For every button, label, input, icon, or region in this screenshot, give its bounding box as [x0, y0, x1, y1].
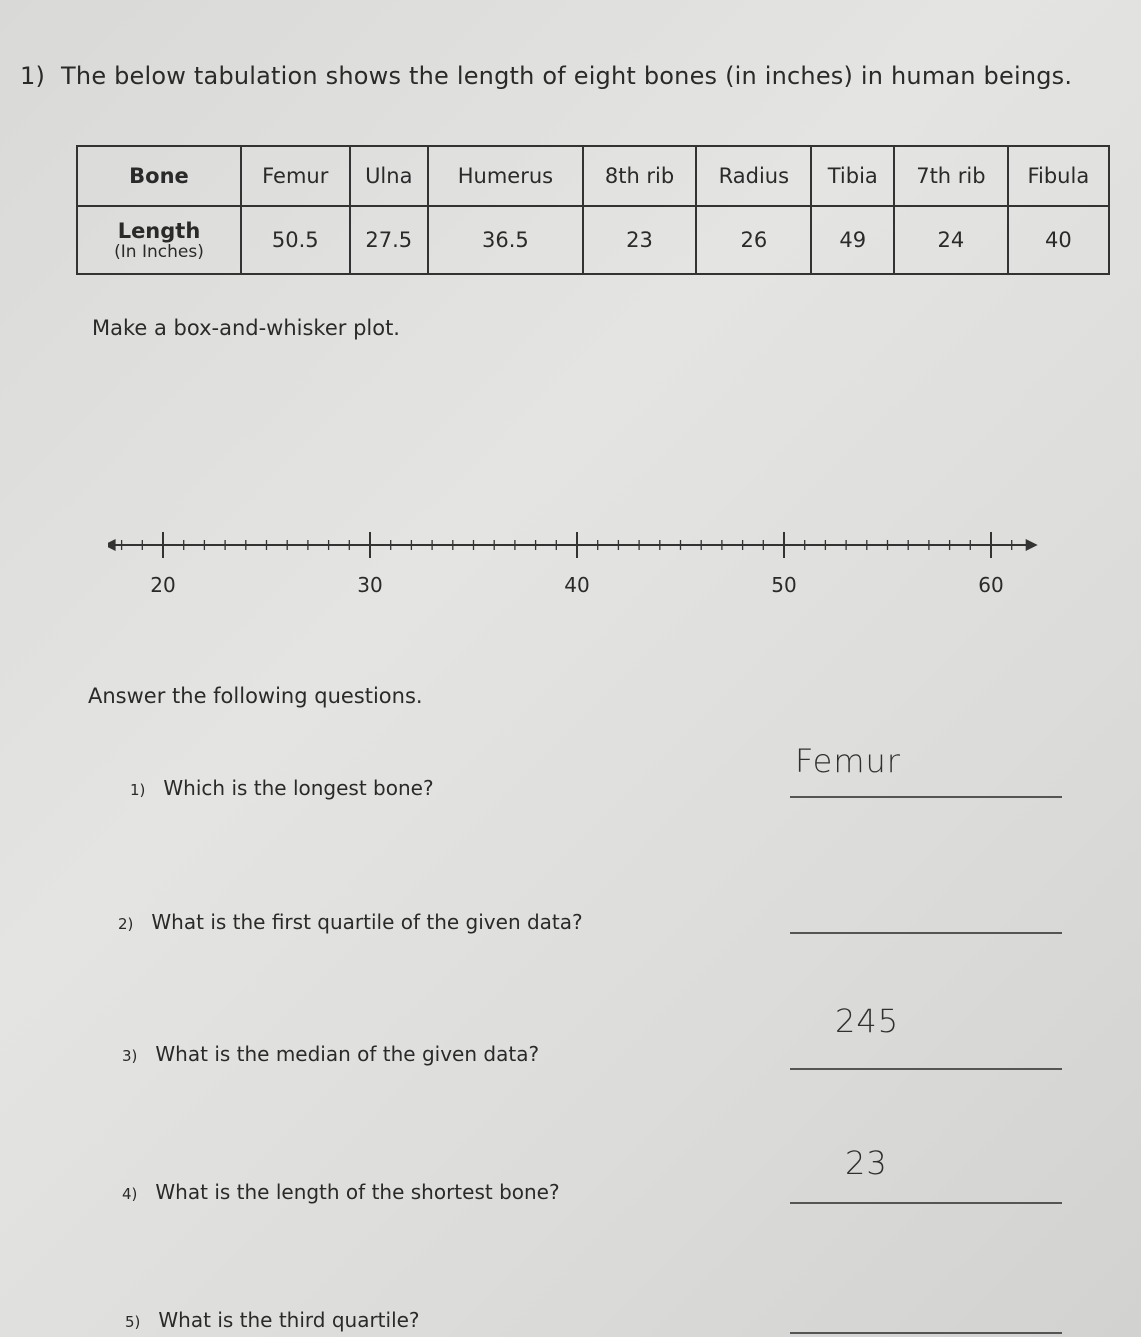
- question-item-5: [125, 1308, 420, 1332]
- answer-line: [790, 1202, 1062, 1204]
- table-cell-bone: Tibia: [811, 146, 894, 206]
- table-cell-bone: Humerus: [428, 146, 583, 206]
- table-row-label-bone: Bone: [77, 146, 241, 206]
- answer-line: [790, 1332, 1062, 1334]
- question-item-text: Which is the longest bone?: [163, 776, 434, 800]
- question-text: The below tabulation shows the length of eight bones (in inches) in human beings.: [61, 62, 1073, 90]
- question-item-text: What is the first quartile of the given data?: [151, 910, 583, 934]
- table-cell-bone: Femur: [241, 146, 350, 206]
- question-item-4: [122, 1180, 560, 1204]
- table-value-row: [77, 206, 1109, 274]
- number-line: [108, 530, 1048, 605]
- bone-length-table: [76, 145, 1110, 275]
- table-cell-bone: 8th rib: [583, 146, 696, 206]
- tick-label: 60: [978, 573, 1004, 597]
- answer-handwritten[interactable]: 245: [835, 1002, 900, 1040]
- question-item-number: 4): [122, 1185, 138, 1203]
- tick-label: 30: [357, 573, 383, 597]
- question-item-1: [130, 776, 434, 800]
- arrow-left-icon: [108, 539, 116, 551]
- question-item-number: 3): [122, 1047, 138, 1065]
- table-cell-length: 36.5: [428, 206, 583, 274]
- table-cell-length: 50.5: [241, 206, 350, 274]
- answer-line: [790, 796, 1062, 798]
- question-item-number: 2): [118, 915, 134, 933]
- table-cell-length: 49: [811, 206, 894, 274]
- tick-label: 20: [150, 573, 176, 597]
- answer-line: [790, 932, 1062, 934]
- table-cell-length: 27.5: [350, 206, 429, 274]
- table-cell-length: 40: [1008, 206, 1109, 274]
- instruction-text: Make a box-and-whisker plot.: [92, 316, 400, 340]
- answer-line: [790, 1068, 1062, 1070]
- question-item-text: What is the median of the given data?: [155, 1042, 540, 1066]
- question-item-3: [122, 1042, 539, 1066]
- table-cell-bone: Radius: [696, 146, 811, 206]
- table-cell-length: 23: [583, 206, 696, 274]
- question-number: 1): [20, 62, 46, 90]
- question-item-number: 1): [130, 781, 146, 799]
- table-cell-length: 24: [894, 206, 1007, 274]
- answer-intro-text: Answer the following questions.: [88, 684, 423, 708]
- tick-label: 40: [564, 573, 590, 597]
- question-item-2: [118, 910, 583, 934]
- question-item-number: 5): [125, 1313, 141, 1331]
- table-cell-bone: Ulna: [350, 146, 429, 206]
- question-item-text: What is the length of the shortest bone?: [155, 1180, 560, 1204]
- question-item-text: What is the third quartile?: [158, 1308, 420, 1332]
- question-heading: [20, 62, 1072, 90]
- tick-label: 50: [771, 573, 797, 597]
- answer-handwritten[interactable]: 23: [845, 1144, 888, 1182]
- table-cell-length: 26: [696, 206, 811, 274]
- table-cell-bone: 7th rib: [894, 146, 1007, 206]
- table-row-label-length: Length (In Inches): [77, 206, 241, 274]
- table-header-row: [77, 146, 1109, 206]
- answer-handwritten[interactable]: Femur: [795, 742, 901, 780]
- table-cell-bone: Fibula: [1008, 146, 1109, 206]
- arrow-right-icon: [1026, 539, 1038, 551]
